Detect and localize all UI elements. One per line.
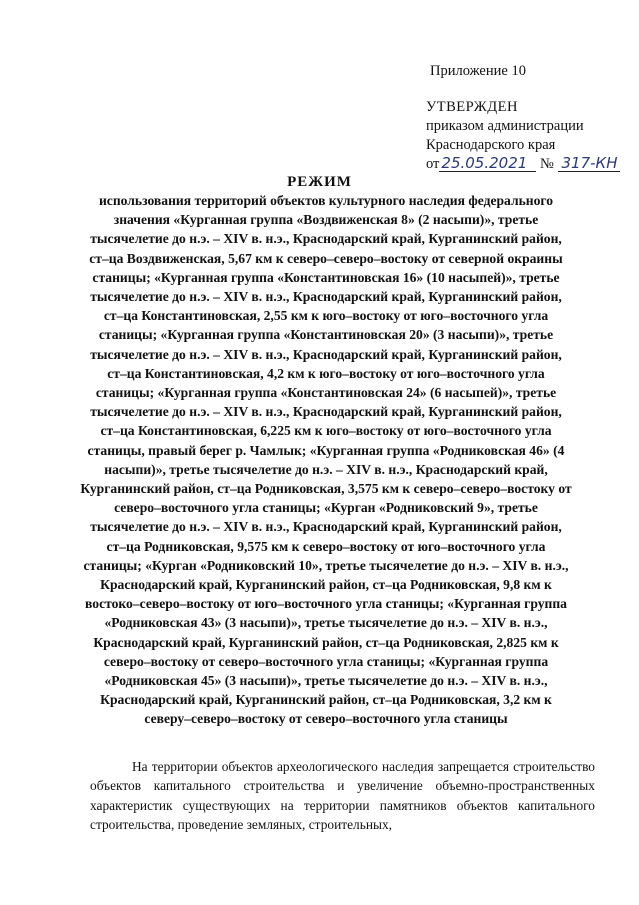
approval-line-2: Краснодарского края xyxy=(426,137,556,153)
approved-heading: УТВЕРЖДЕН xyxy=(426,99,518,115)
handwritten-number: 317-КН xyxy=(558,155,620,172)
body-paragraph: На территории объектов археологического наследия запрещается строительство объектов капитального строительства и увеличение объемно-пространственных характеристик существующих на территории памятников объектов капитального строительства, проведение земляных, строительных, xyxy=(90,759,595,833)
approval-block xyxy=(426,98,626,174)
appendix-label: Приложение 10 xyxy=(430,63,526,79)
number-sign: № xyxy=(540,156,554,172)
document-heading: использования территорий объектов культурного наследия федерального значения «Курганная группа «Воздвиженская 8» (2 насыпи)», третье тысячелетие до н.э. – XIV в. н.э., Краснодарский край, Курганинский район, ст–ца Воздвиженская, 5,67 км к северо–северо–востоку от северной окраины станицы; «Курганная группа «Константиновская 16» (10 насыпей)», третье тысячелетие до н.э. – XIV в. н.э., Краснодарский край, Курганинский район, ст–ца Константиновская, 2,55 км к юго–востоку от юго–восточного угла станицы; «Курганная группа «Константиновская 20» (3 насыпи)», третье тысячелетие до н.э. – XIV в. н.э., Краснодарский край, Курганинский район, ст–ца Константиновская, 4,2 км к юго–востоку от юго–восточного угла станицы; «Курганная группа «Константиновская 24» (6 насыпей)», третье тысячелетие до н.э. – XIV в. н.э., Краснодарский край, Курганинский район, ст–ца Константиновская, 6,225 км к юго–востоку от юго–восточного угла станицы, правый берег р. Чамлык; «Курганная группа «Родниковская 46» (4 насыпи)», третье тысячелетие до н.э. – XIV в. н.э., Краснодарский край, Курганинский район, ст–ца Родниковская, 3,575 км к северо–северо–востоку от северо–восточного угла станицы; «Курган «Родниковский 9», третье тысячелетие до н.э. – XIV в. н.э., Краснодарский край, Курганинский район, ст–ца Родниковская, 9,575 км к северо–востоку от юго–восточного угла станицы; «Курган «Родниковский 10», третье тысячелетие до н.э. – XIV в. н.э., Краснодарский край, Курганинский район, ст–ца Родниковская, 9,8 км к востоко–северо–востоку от юго–восточного угла станицы; «Курганная группа «Родниковская 43» (3 насыпи)», третье тысячелетие до н.э. – XIV в. н.э., Краснодарский край, Курганинский район, ст–ца Родниковская, 2,825 км к северо–востоку от северо–восточного угла станицы; «Курганная группа «Родниковская 45» (3 насыпи)», третье тысячелетие до н.э. – XIV в. н.э., Краснодарский край, Курганинский район, ст–ца Родниковская, 3,2 км к северу–северо–востоку от северо–восточного угла станицы xyxy=(80,193,572,727)
handwritten-date: 25.05.2021 xyxy=(439,155,536,172)
document-title: РЕЖИМ xyxy=(287,174,352,190)
approval-date-line xyxy=(426,155,626,174)
approval-line-1: приказом администрации xyxy=(426,118,584,134)
from-prefix: от xyxy=(426,156,440,172)
